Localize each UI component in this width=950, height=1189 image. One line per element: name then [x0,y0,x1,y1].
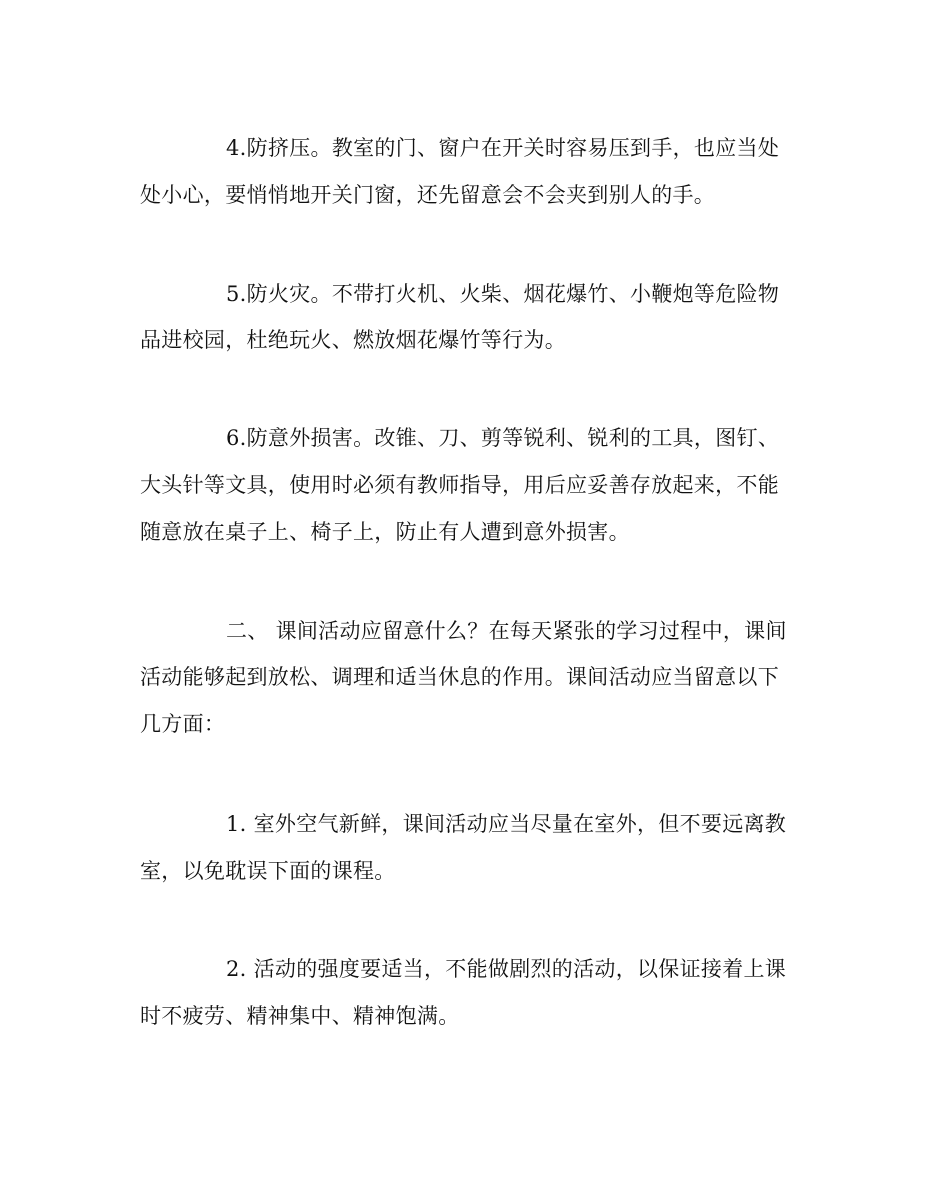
paragraph-line: 4.防挤压。教室的门、窗户在开关时容易压到手，也应当处 [226,136,780,160]
paragraph-line: 大头针等文具，使用时必须有教师指导，用后应妥善存放起来，不能 [140,473,779,497]
paragraph-line: 室，以免耽误下面的课程。 [140,859,396,883]
paragraph-line: 几方面： [140,712,226,736]
paragraph-line: 品进校园，杜绝玩火、燃放烟花爆竹等行为。 [140,328,566,352]
paragraph-line: 处小心，要悄悄地开关门窗，还先留意会不会夹到别人的手。 [140,183,716,207]
paragraph-line: 活动能够起到放松、调理和适当休息的作用。课间活动应当留意以下 [140,665,779,689]
paragraph-line: 6.防意外损害。改锥、刀、剪等锐利、锐利的工具，图钉、 [226,426,780,450]
paragraph-line: 随意放在桌子上、椅子上，防止有人遭到意外损害。 [140,520,630,544]
paragraph-line: 2. 活动的强度要适当，不能做剧烈的活动，以保证接着上课 [226,957,787,981]
paragraph-line: 1. 室外空气新鲜，课间活动应当尽量在室外，但不要远离教 [226,812,787,836]
paragraph-line: 5.防火灾。不带打火机、火柴、烟花爆竹、小鞭炮等危险物 [226,282,780,306]
paragraph-line: 时不疲劳、精神集中、精神饱满。 [140,1004,460,1028]
paragraph-line: 二、 课间活动应留意什么？在每天紧张的学习过程中，课间 [226,619,787,643]
